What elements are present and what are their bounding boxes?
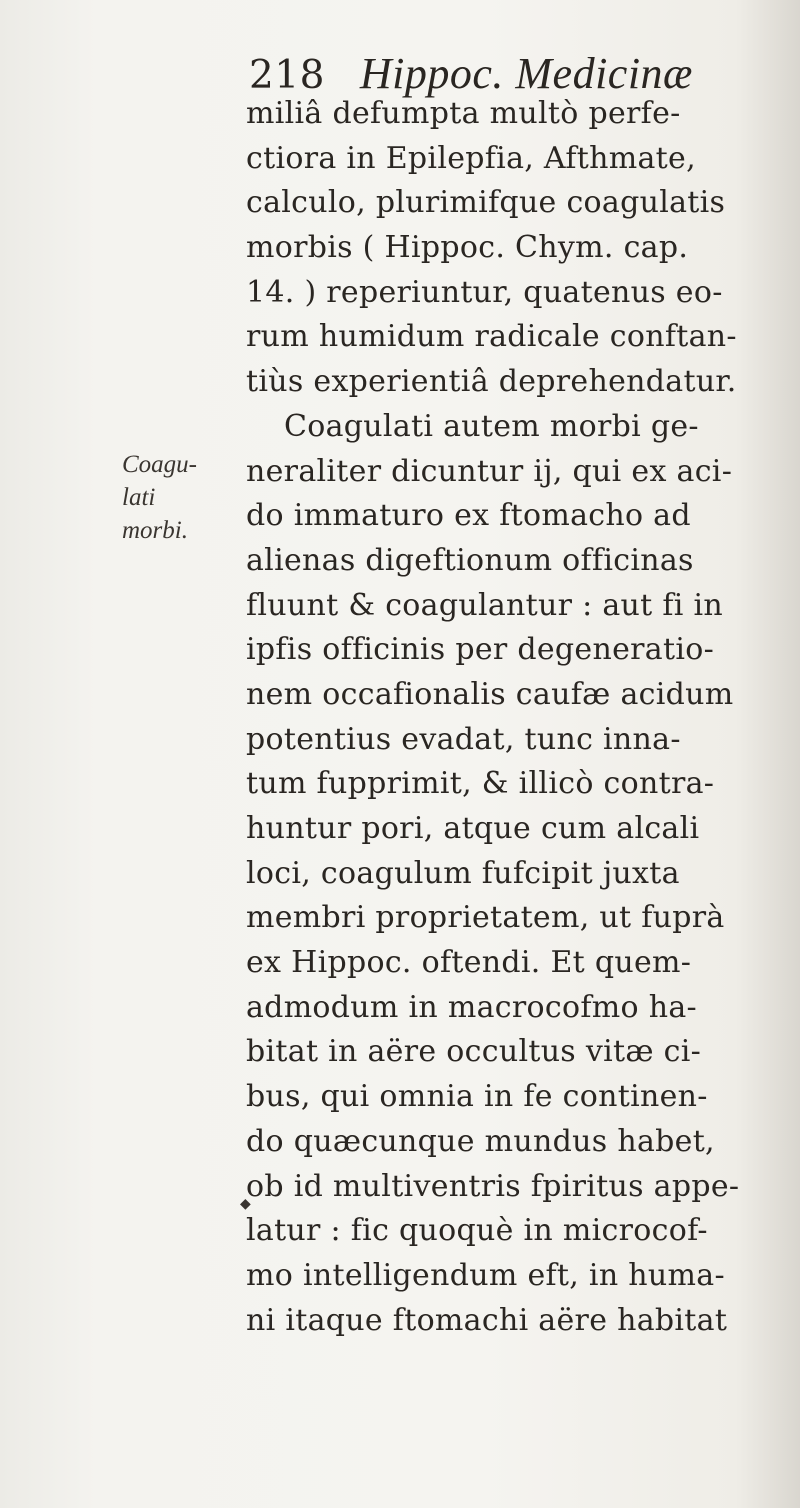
text-line: rum humidum radicale conftan- [246, 319, 737, 355]
text-line: ex Hippoc. oftendi. Et quem- [246, 945, 692, 981]
text-line: calculo, plurimifque coagulatis [246, 185, 726, 221]
text-line: miliâ defumpta multò perfe- [246, 96, 681, 131]
text-line: ob id multiventris fpiritus appe- [246, 1168, 740, 1204]
text-line: tum fupprimit, & illicò contra- [246, 766, 715, 802]
text-line: tiùs experientiâ deprehendatur. [246, 364, 737, 400]
text-line: do immaturo ex ftomacho ad [246, 498, 691, 534]
text-line: 14. ) reperiuntur, quatenus eo- [246, 274, 723, 310]
margin-note-line: Coagu- [122, 451, 197, 478]
text-line: neraliter dicuntur ij, qui ex aci- [246, 453, 733, 489]
body-text [246, 92, 786, 1343]
text-line: alienas digeftionum officinas [246, 542, 694, 578]
text-line: nem occafionalis caufæ acidum [246, 676, 734, 712]
text-line: Coagulati autem morbi ge- [284, 408, 699, 444]
text-line: mo intelligendum eft, in huma- [246, 1257, 725, 1293]
margin-note [122, 448, 197, 547]
text-line: bus, qui omnia in fe continen- [246, 1079, 708, 1115]
text-line: ctiora in Epilepfia, Afthmate, [246, 140, 696, 176]
text-line: loci, coagulum fufcipit juxta [246, 855, 680, 891]
printer-mark-icon: ◆ [240, 1196, 251, 1212]
text-line: potentius evadat, tunc inna- [246, 721, 681, 757]
text-line: bitat in aëre occultus vitæ ci- [246, 1034, 702, 1070]
text-line: admodum in macrocofmo ha- [246, 989, 697, 1025]
text-line: ipfis officinis per degeneratio- [246, 632, 715, 668]
margin-note-line: morbi. [122, 517, 188, 544]
text-line: do quæcunque mundus habet, [246, 1123, 715, 1159]
running-title: Hippoc. Medicinæ [359, 49, 693, 98]
page-number: 218 [249, 53, 325, 98]
text-line: huntur pori, atque cum alcali [246, 811, 700, 846]
text-line: latur : fic quoquè in microcof- [246, 1213, 708, 1249]
text-line: ni itaque ftomachi aëre habitat [246, 1302, 728, 1338]
text-line: fluunt & coagulantur : aut fi in [246, 587, 724, 623]
text-line: morbis ( Hippoc. Chym. cap. [246, 230, 689, 266]
text-line: membri proprietatem, ut fuprà [246, 900, 725, 936]
margin-note-line: lati [122, 484, 156, 511]
